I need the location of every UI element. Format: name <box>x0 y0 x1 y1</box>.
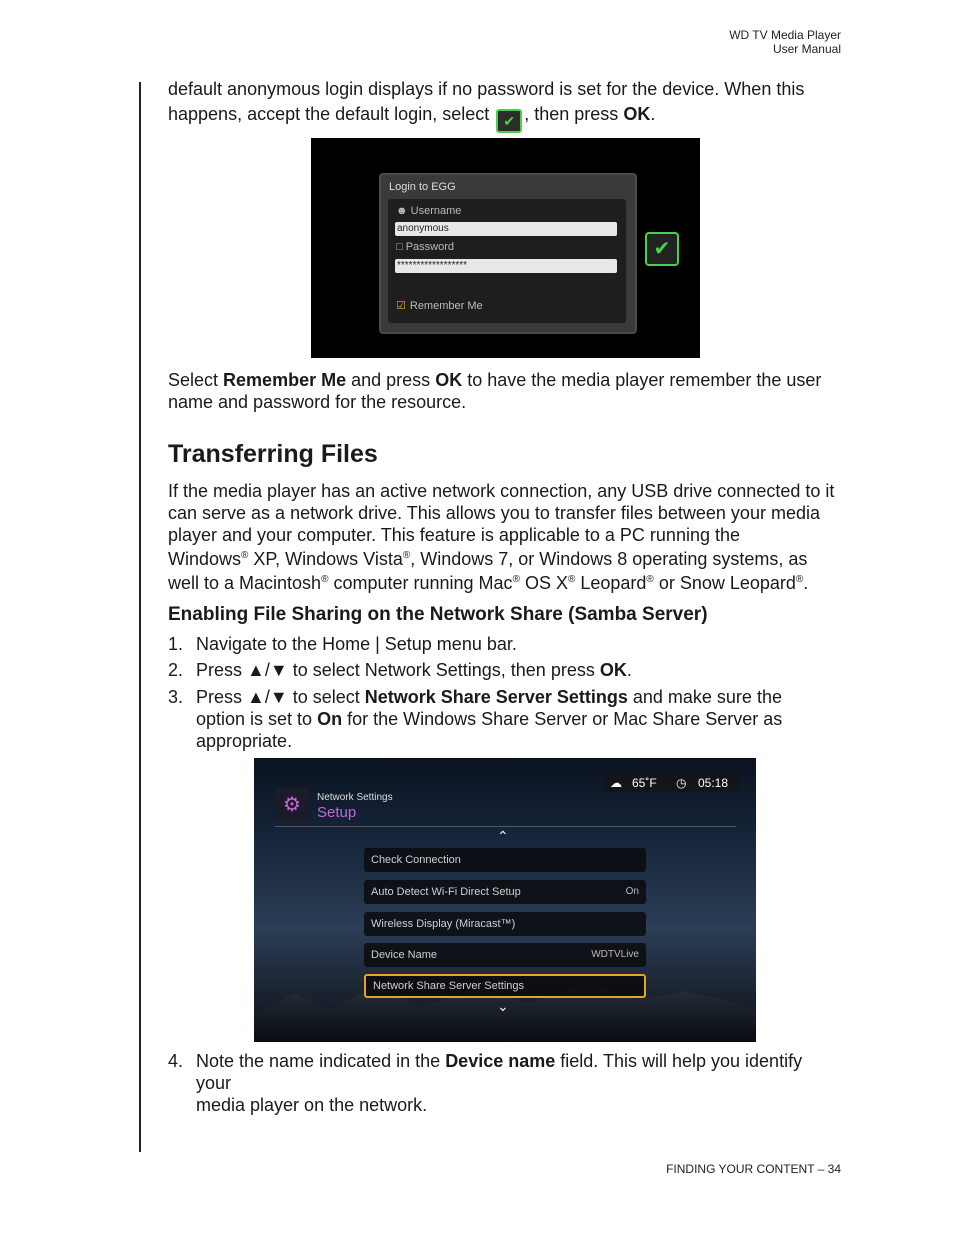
intro-paragraph: default anonymous login displays if no password is set for the device. When this happens, accept the default login, select ✔ , then press OK. <box>168 78 840 133</box>
chevron-up-icon[interactable]: ⌃ <box>497 828 509 844</box>
list-item: 2. Press ▲/▼ to select Network Settings, then press OK. <box>168 660 632 680</box>
setting-value: WDTVLive <box>591 949 639 960</box>
chevron-down-icon[interactable]: ⌄ <box>497 998 509 1014</box>
temperature: 65˚F <box>632 776 657 790</box>
password-label: □ Password <box>396 241 454 253</box>
ok-button[interactable] <box>645 232 679 266</box>
remember-me-checkbox[interactable]: ☑ Remember Me <box>396 300 483 312</box>
header-manual: User Manual <box>772 42 841 56</box>
remember-paragraph: Select Remember Me and press OK to have the media player remember the user name and password for the resource. <box>168 370 822 412</box>
page-title: Setup <box>317 804 357 821</box>
setting-value: On <box>625 886 639 897</box>
username-label: ☻ Username <box>396 205 462 217</box>
divider <box>275 826 736 827</box>
menu-item-device-name[interactable]: Device Name WDTVLive <box>364 943 646 967</box>
clock-icon: ◷ <box>676 776 687 790</box>
running-header <box>729 28 841 56</box>
checkbox-icon: ☑ <box>396 300 406 312</box>
username-field[interactable]: anonymous <box>395 222 617 236</box>
menu-item-wireless-display[interactable]: Wireless Display (Miracast™) <box>364 912 646 936</box>
margin-rule <box>139 82 141 1152</box>
cloud-icon: ☁ <box>610 776 622 790</box>
clock-time: 05:18 <box>698 776 729 790</box>
list-item: 4. Note the name indicated in the Device name field. This will help you identify your media player on the network. <box>168 1051 803 1115</box>
password-field[interactable]: ****************** <box>395 259 617 273</box>
checkmark-icon: ✔ <box>496 109 522 133</box>
intro-line1: default anonymous login displays if no password is set for the device. When this <box>168 79 805 99</box>
network-settings-screenshot <box>254 758 756 1042</box>
login-screenshot <box>311 138 700 358</box>
list-item: 3. Press ▲/▼ to select Network Share Server Settings and make sure the option is set to On for the Windows Share Server or Mac Share Server as appropriate. <box>168 687 783 751</box>
menu-item-check-connection[interactable]: Check Connection <box>364 848 646 872</box>
login-title: Login to EGG <box>389 181 456 193</box>
menu-item-network-share-server-settings[interactable]: Network Share Server Settings <box>364 974 646 998</box>
login-dialog <box>379 173 637 334</box>
list-item: 1. Navigate to the Home | Setup menu bar. <box>168 634 517 654</box>
up-down-arrows-icon: ▲/▼ <box>247 660 288 680</box>
user-icon: ☻ <box>396 205 411 217</box>
breadcrumb: Network Settings <box>317 792 393 803</box>
section-title: Transferring Files <box>168 440 378 468</box>
status-bar <box>604 774 739 792</box>
page-footer: FINDING YOUR CONTENT – 34 <box>666 1162 841 1176</box>
checkmark-icon: ✔ <box>653 238 671 260</box>
lock-icon: □ <box>396 241 406 253</box>
subsection-title: Enabling File Sharing on the Network Share (Samba Server) <box>168 604 708 625</box>
menu-item-auto-detect-wifi-direct[interactable]: Auto Detect Wi-Fi Direct Setup On <box>364 880 646 904</box>
gear-icon: ⚙ <box>275 788 309 822</box>
header-product: WD TV Media Player <box>729 28 841 42</box>
transfer-paragraph: If the media player has an active network connection, any USB drive connected to it can serve as a network drive. This allows you to transfer files between your media player and your computer. This feature is applicable to a PC running the Windows® XP, Windows Vista®, Windows 7, or Windows 8 operating systems, as well to a Macintosh® computer running Mac® OS X® Leopard® or Snow Leopard®. <box>168 481 835 593</box>
up-down-arrows-icon: ▲/▼ <box>247 687 288 707</box>
